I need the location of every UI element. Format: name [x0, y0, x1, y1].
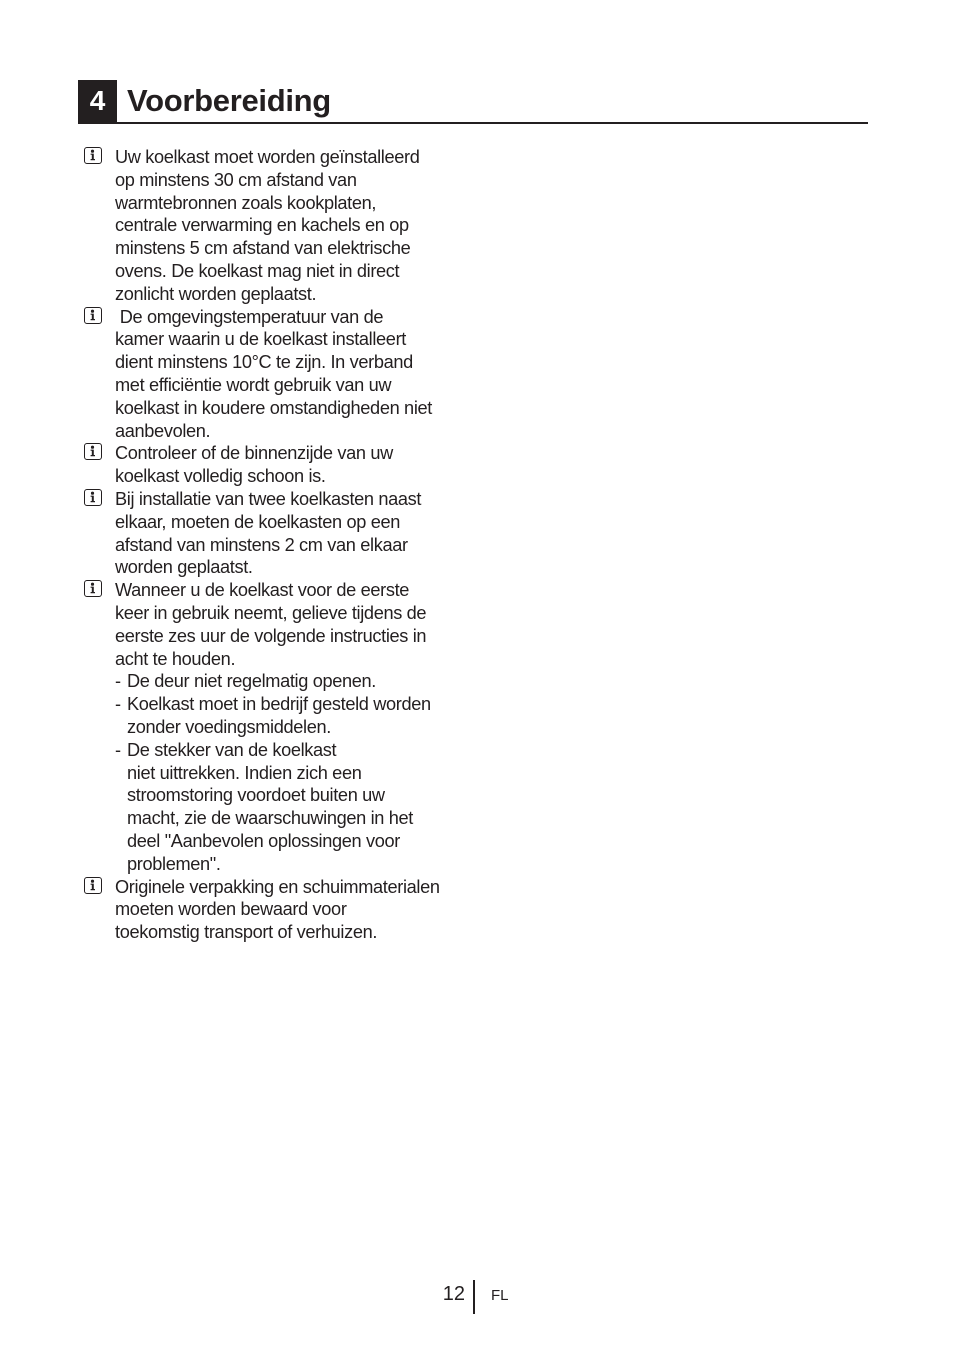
- instruction-line: problemen".: [127, 853, 221, 874]
- section-number-badge: 4: [78, 80, 117, 122]
- instruction-item: [115, 739, 474, 876]
- note-line: zonlicht worden geplaatst.: [115, 283, 317, 304]
- info-icon: [84, 580, 102, 597]
- instruction-line: zonder voedingsmiddelen.: [127, 716, 331, 737]
- instruction-line: niet uittrekken. Indien zich een: [127, 762, 362, 783]
- section-header: [78, 80, 868, 124]
- note-line: aanbevolen.: [115, 420, 211, 441]
- note-line: De omgevingstemperatuur van de: [115, 306, 384, 327]
- note-line: dient minstens 10°C te zijn. In verband: [115, 352, 413, 373]
- note-line: moeten worden bewaard voor: [115, 899, 347, 920]
- note-line: koelkast in koudere omstandigheden niet: [115, 397, 432, 418]
- notes-list: [84, 146, 474, 944]
- note-line: Controleer of de binnenzijde van uw: [115, 443, 393, 464]
- instruction-line: De deur niet regelmatig openen.: [127, 671, 376, 692]
- bullet-dash: -: [115, 739, 121, 760]
- note-line: centrale verwarming en kachels en op: [115, 215, 409, 236]
- section-title: Voorbereiding: [127, 83, 331, 118]
- note-line: kamer waarin u de koelkast installeert: [115, 329, 406, 350]
- info-icon: [84, 489, 102, 506]
- info-icon: [84, 443, 102, 460]
- note-line: worden geplaatst.: [115, 557, 253, 578]
- instruction-item: [115, 670, 474, 693]
- info-icon: [84, 877, 102, 894]
- info-note: [84, 442, 474, 488]
- info-note: [84, 306, 474, 443]
- instruction-line: deel "Aanbevolen oplossingen voor: [127, 830, 400, 851]
- instruction-line: Koelkast moet in bedrijf gesteld worden: [127, 694, 431, 715]
- footer-divider: [473, 1280, 475, 1314]
- note-line: op minstens 30 cm afstand van: [115, 169, 357, 190]
- note-line: afstand van minstens 2 cm van elkaar: [115, 534, 408, 555]
- language-code: FL: [491, 1287, 509, 1304]
- note-line: warmtebronnen zoals kookplaten,: [115, 192, 377, 213]
- instruction-item: [115, 693, 474, 739]
- info-note: [84, 876, 474, 944]
- note-line: elkaar, moeten de koelkasten op een: [115, 511, 401, 532]
- info-icon: [84, 307, 102, 324]
- note-line: minstens 5 cm afstand van elektrische: [115, 238, 411, 259]
- note-line: Originele verpakking en schuimmaterialen: [115, 876, 440, 897]
- instruction-line: De stekker van de koelkast: [127, 739, 337, 760]
- instruction-list: [115, 670, 474, 875]
- note-line: toekomstig transport of verhuizen.: [115, 922, 378, 943]
- note-line: Bij installatie van twee koelkasten naast: [115, 488, 422, 509]
- note-line: Wanneer u de koelkast voor de eerste: [115, 580, 410, 601]
- note-line: Uw koelkast moet worden geïnstalleerd: [115, 147, 420, 167]
- page-number: 12: [442, 1283, 465, 1305]
- info-note: [84, 579, 474, 875]
- info-icon: [84, 147, 102, 164]
- instruction-line: macht, zie de waarschuwingen in het: [127, 808, 413, 829]
- note-line: koelkast volledig schoon is.: [115, 466, 326, 487]
- note-line: acht te houden.: [115, 648, 236, 669]
- note-line: met efficiëntie wordt gebruik van uw: [115, 374, 392, 395]
- note-line: ovens. De koelkast mag niet in direct: [115, 260, 400, 281]
- info-note: [84, 146, 474, 306]
- instruction-line: stroomstoring voordoet buiten uw: [127, 785, 385, 806]
- bullet-dash: -: [115, 671, 121, 692]
- note-line: eerste zes uur de volgende instructies in: [115, 625, 427, 646]
- info-note: [84, 488, 474, 579]
- bullet-dash: -: [115, 694, 121, 715]
- note-line: keer in gebruik neemt, gelieve tijdens de: [115, 602, 427, 623]
